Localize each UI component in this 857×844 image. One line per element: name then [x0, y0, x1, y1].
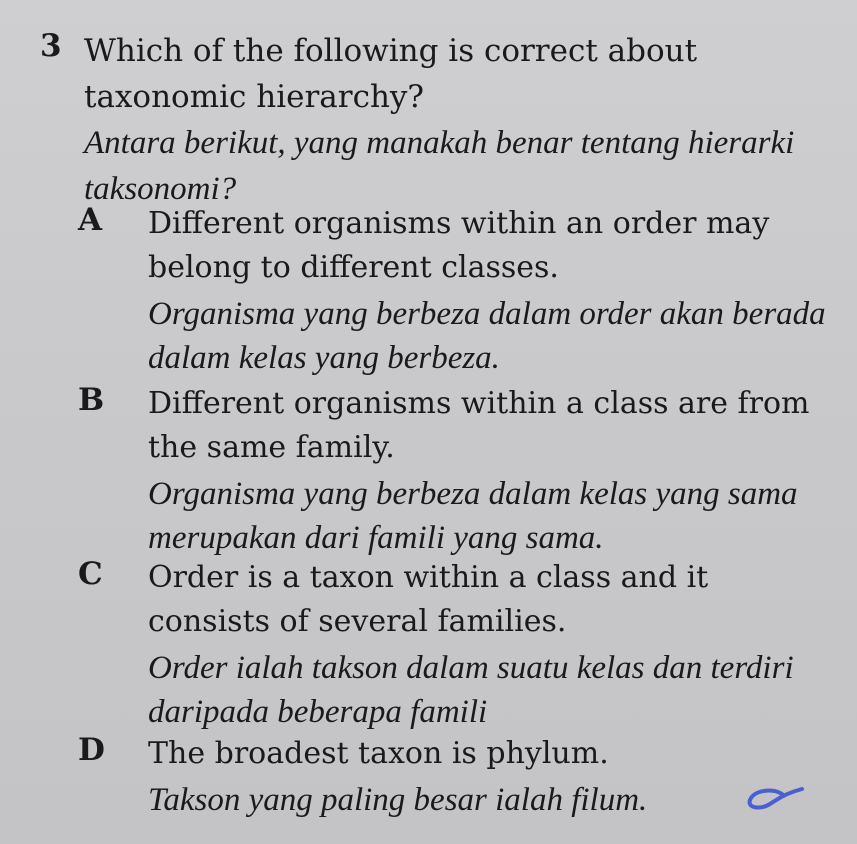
question-text [84, 28, 829, 212]
option-c-letter: C [78, 556, 103, 592]
option-d-text-english: The broadest taxon is phylum. [148, 736, 609, 771]
option-b-letter: B [78, 382, 105, 418]
option-a-body [148, 202, 828, 380]
alpha-handwritten-mark-icon [742, 786, 806, 812]
option-a-text-english: Different organisms within an order may belong to different classes. [148, 206, 770, 285]
question-text-english: Which of the following is correct about taxonomic hierarchy? [84, 33, 698, 115]
option-d-body [148, 732, 828, 822]
option-b-text-malay: Organisma yang berbeza dalam kelas yang sama merupakan dari famili yang sama. [148, 476, 798, 556]
option-a-text-malay: Organisma yang berbeza dalam order akan berada dalam kelas yang berbeza. [148, 296, 826, 376]
option-c-body [148, 556, 828, 734]
option-b-body [148, 382, 828, 560]
option-d-letter: D [78, 732, 105, 768]
option-c-text-malay: Order ialah takson dalam suatu kelas dan terdiri daripada beberapa famili [148, 650, 794, 730]
question-text-malay: Antara berikut, yang manakah benar tentang hierarki taksonomi? [84, 125, 795, 207]
option-b-text-english: Different organisms within a class are from the same family. [148, 386, 810, 465]
option-d-text-malay: Takson yang paling besar ialah filum. [148, 782, 648, 818]
option-a-letter: A [78, 202, 103, 238]
question-number: 3 [40, 28, 62, 64]
option-c-text-english: Order is a taxon within a class and it consists of several families. [148, 560, 709, 639]
